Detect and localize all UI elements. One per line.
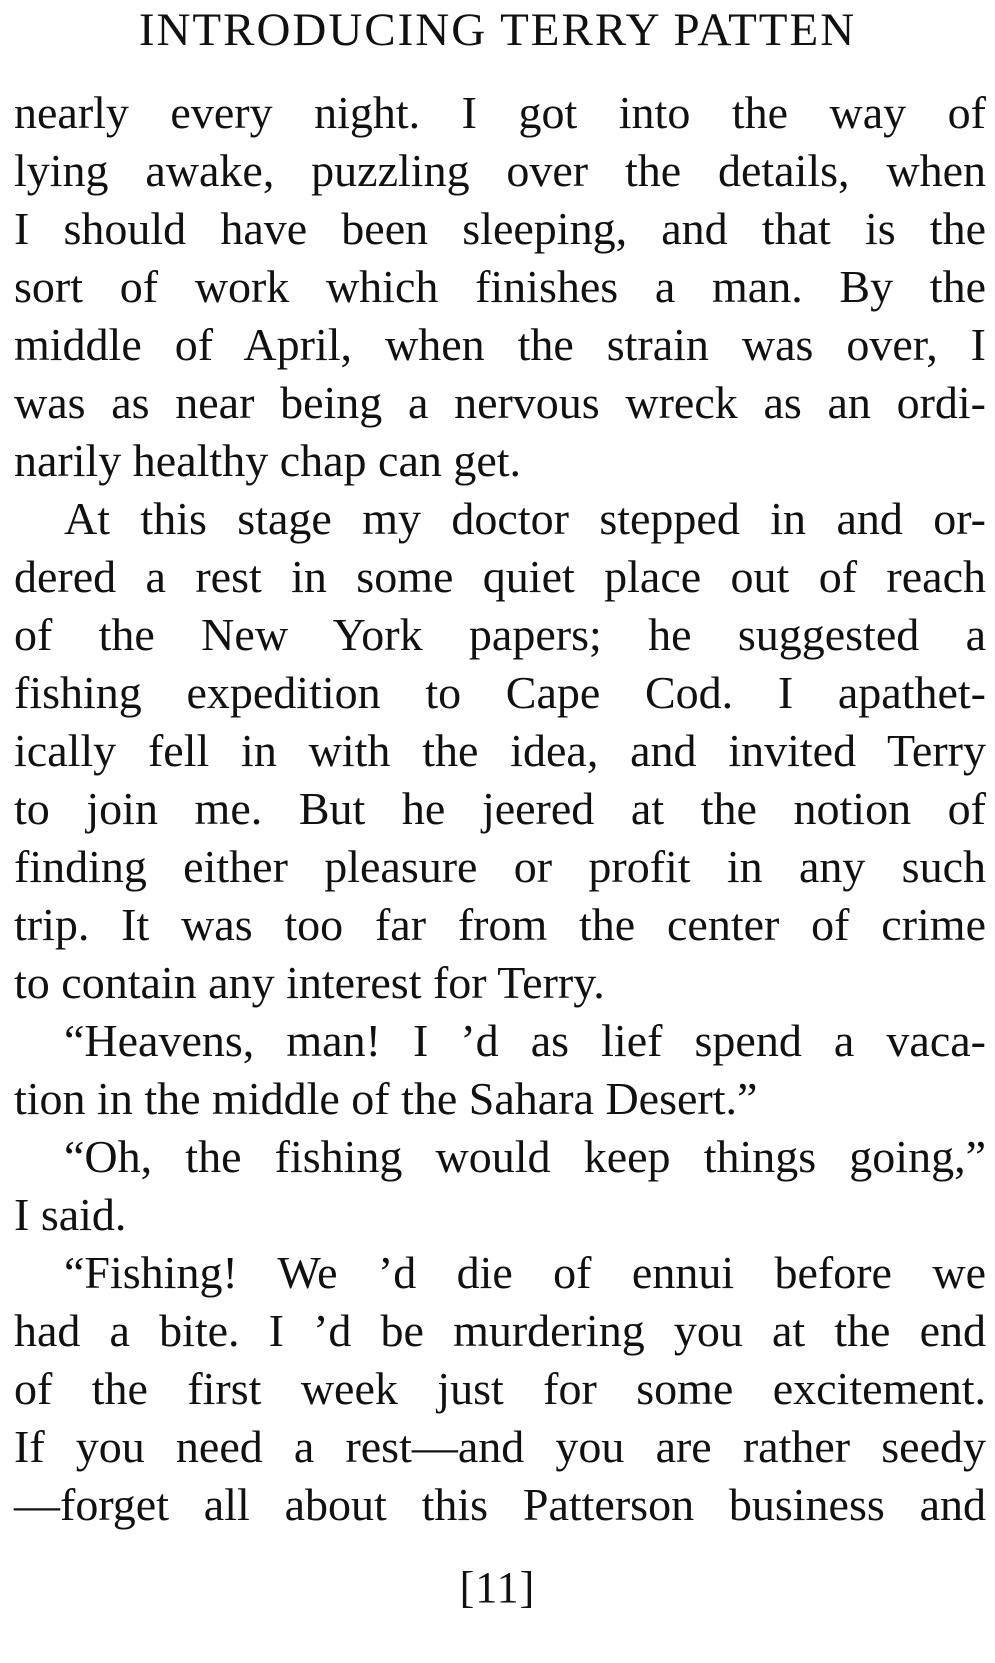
- text-line: If you need a rest—and you are rather seedy: [14, 1421, 986, 1472]
- text-line: finding either pleasure or profit in any such: [14, 841, 986, 892]
- text-line: I should have been sleeping, and that is the: [14, 203, 986, 254]
- text-line: narily healthy chap can get.: [14, 435, 522, 486]
- text-line: of the first week just for some excitement.: [14, 1363, 986, 1414]
- text-line: I said.: [14, 1189, 127, 1240]
- text-line: “Fishing! We ’d die of ennui before we: [64, 1247, 986, 1298]
- text-line: “Oh, the fishing would keep things going,”: [64, 1131, 986, 1182]
- text-line: to join me. But he jeered at the notion of: [14, 783, 986, 834]
- text-line: tion in the middle of the Sahara Desert.”: [14, 1073, 758, 1124]
- text-line: of the New York papers; he suggested a: [14, 609, 986, 660]
- body-text: [14, 84, 986, 1534]
- text-line: to contain any interest for Terry.: [14, 957, 605, 1008]
- text-line: sort of work which finishes a man. By the: [14, 261, 986, 312]
- running-head: INTRODUCING TERRY PATTEN: [138, 4, 857, 56]
- text-line: ically fell in with the idea, and invited Terry: [14, 725, 986, 776]
- text-line: middle of April, when the strain was over, I: [14, 319, 986, 370]
- text-line: was as near being a nervous wreck as an ordi-: [14, 377, 986, 428]
- text-line: fishing expedition to Cape Cod. I apathet-: [14, 667, 986, 718]
- text-line: had a bite. I ’d be murdering you at the end: [14, 1305, 986, 1356]
- text-line: “Heavens, man! I ’d as lief spend a vaca-: [64, 1015, 986, 1066]
- text-line: nearly every night. I got into the way of: [14, 87, 986, 138]
- text-line: At this stage my doctor stepped in and or-: [64, 493, 986, 544]
- text-line: —forget all about this Patterson business and: [14, 1479, 986, 1530]
- text-line: trip. It was too far from the center of crime: [14, 899, 986, 950]
- page-number: [11]: [459, 1563, 536, 1612]
- text-line: lying awake, puzzling over the details, when: [14, 145, 986, 196]
- text-line: dered a rest in some quiet place out of reach: [14, 551, 986, 602]
